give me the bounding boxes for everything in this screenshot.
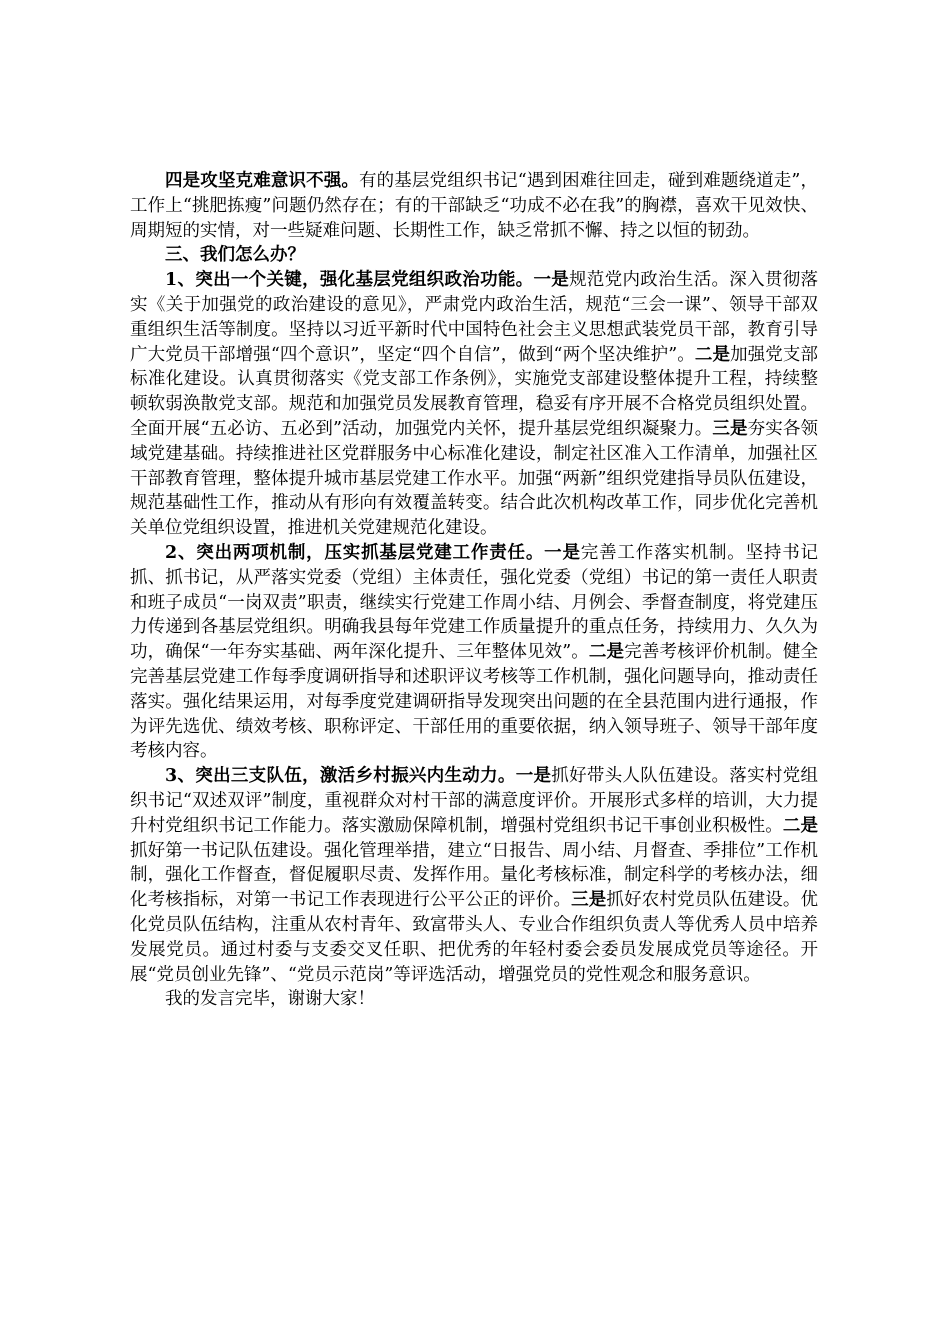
section-heading: 三、我们怎么办？ <box>165 245 305 266</box>
paragraph-text: 抓好农村党员队伍建设。优化党员队伍结构，注重从农村青年、致富带头人、专业合作组织负责人等优秀人员中培养发展党员。通过村委与支委交叉任职、把优秀的年轻村委会委员发展成党员等途径。开展“党员创业先锋”、“党员示范岗”等评选活动，增强党员的党性观念和服务意识。 <box>130 890 819 985</box>
paragraph-problem-four <box>130 169 818 243</box>
paragraph-lead: 四是攻坚克难意识不强。 <box>165 171 360 191</box>
keyword-second: 二是 <box>694 344 731 365</box>
paragraph-text: 规范党内政治生活。深入贯彻落实《关于加强党的政治建设的意见》，严肃党内政治生活，规范“三会一课”、领导干部双重组织生活等制度。坚持以习近平新时代中国特色社会主义思想武装党员干部，教育引导广大党员干部增强“四个意识”，坚定“四个自信”，做到“两个坚决维护”。 <box>130 270 818 365</box>
paragraph-text: 有的基层党组织书记“遇到困难往回走，碰到难题绕道走”，工作上“挑肥拣瘦”问题仍然存在；有的干部缺乏“功成不必在我”的胸襟，喜欢干见效快、周期短的实情，对一些疑难问题、长期性工作，缺乏常抓不懈、持之以恒的韧劲。 <box>130 171 818 241</box>
paragraph-text: 抓好带头人队伍建设。落实村党组织书记“双述双评”制度，重视群众对村干部的满意度评价。开展形式多样的培训，大力提升村党组织书记工作能力。落实激励保障机制，增强村党组织书记干事创业积极性。 <box>130 766 819 836</box>
paragraph-measure-one <box>130 268 818 541</box>
paragraph-text: 夯实各领域党建基础。持续推进社区党群服务中心标准化建设，制定社区准入工作清单，加强社区干部教育管理，整体提升城市基层党建工作水平。加强“两新”组织党建指导员队伍建设，规范基础性工作，推动从有形向有效覆盖转变。结合此次机构改革工作，同步优化完善机关单位党组织设置，推进机关党建规范化建设。 <box>130 418 819 539</box>
paragraph-measure-three <box>130 764 818 987</box>
paragraph-lead: 3、突出三支队伍，激活乡村振兴内生动力。 <box>165 766 516 787</box>
document-body <box>130 169 818 1012</box>
keyword-second: 二是 <box>782 815 819 836</box>
keyword-second: 二是 <box>588 642 625 663</box>
paragraph-text: 加强党支部标准化建设。认真贯彻落实《党支部工作条例》，实施党支部建设整体提升工程，持续整顿软弱涣散党支部。规范和加强党员发展教育管理，稳妥有序开展不合格党员组织处置。全面开展“五必访、五必到”活动，加强党内关怀，提升基层党组织凝聚力。 <box>130 344 818 439</box>
keyword-third: 三是 <box>712 418 748 439</box>
keyword-third: 三是 <box>571 890 607 911</box>
keyword-first: 一是 <box>544 542 581 563</box>
paragraph-text: 完善工作落实机制。坚持书记抓、抓书记，从严落实党委（党组）主体责任，强化党委（党组）书记的第一责任人职责和班子成员“一岗双责”职责，继续实行党建工作周小结、月例会、季督查制度，将党建压力传递到各基层党组织。明确我县每年党建工作质量提升的重点任务，持续用力、久久为功，确保“一年夯实基础、两年深化提升、三年整体见效”。 <box>130 542 819 663</box>
paragraph-lead: 2、突出两项机制，压实抓基层党建工作责任。 <box>165 542 545 563</box>
paragraph-text: 完善考核评价机制。健全完善基层党建工作每季度调研指导和述职评议考核等工作机制，强化问题导向，推动责任落实。强化结果运用，对每季度党建调研指导发现突出问题的在全县范围内进行通报，作为评先选优、绩效考核、职称评定、干部任用的重要依据，纳入领导班子、领导干部年度考核内容。 <box>130 642 818 762</box>
paragraph-measure-two <box>130 541 818 764</box>
paragraph-lead: 1、突出一个关键，强化基层党组织政治功能。 <box>165 270 534 291</box>
paragraph-text: 抓好第一书记队伍建设。强化管理举措，建立“日报告、周小结、月督查、季排位”工作机制，强化工作督查，督促履职尽责、发挥作用。量化考核标准，制定科学的考核办法，细化考核指标，对第一书记工作表现进行公平公正的评价。 <box>130 840 818 911</box>
keyword-first: 一是 <box>515 766 552 787</box>
keyword-first: 一是 <box>533 270 570 291</box>
closing-remark: 我的发言完毕，谢谢大家！ <box>165 989 375 1010</box>
